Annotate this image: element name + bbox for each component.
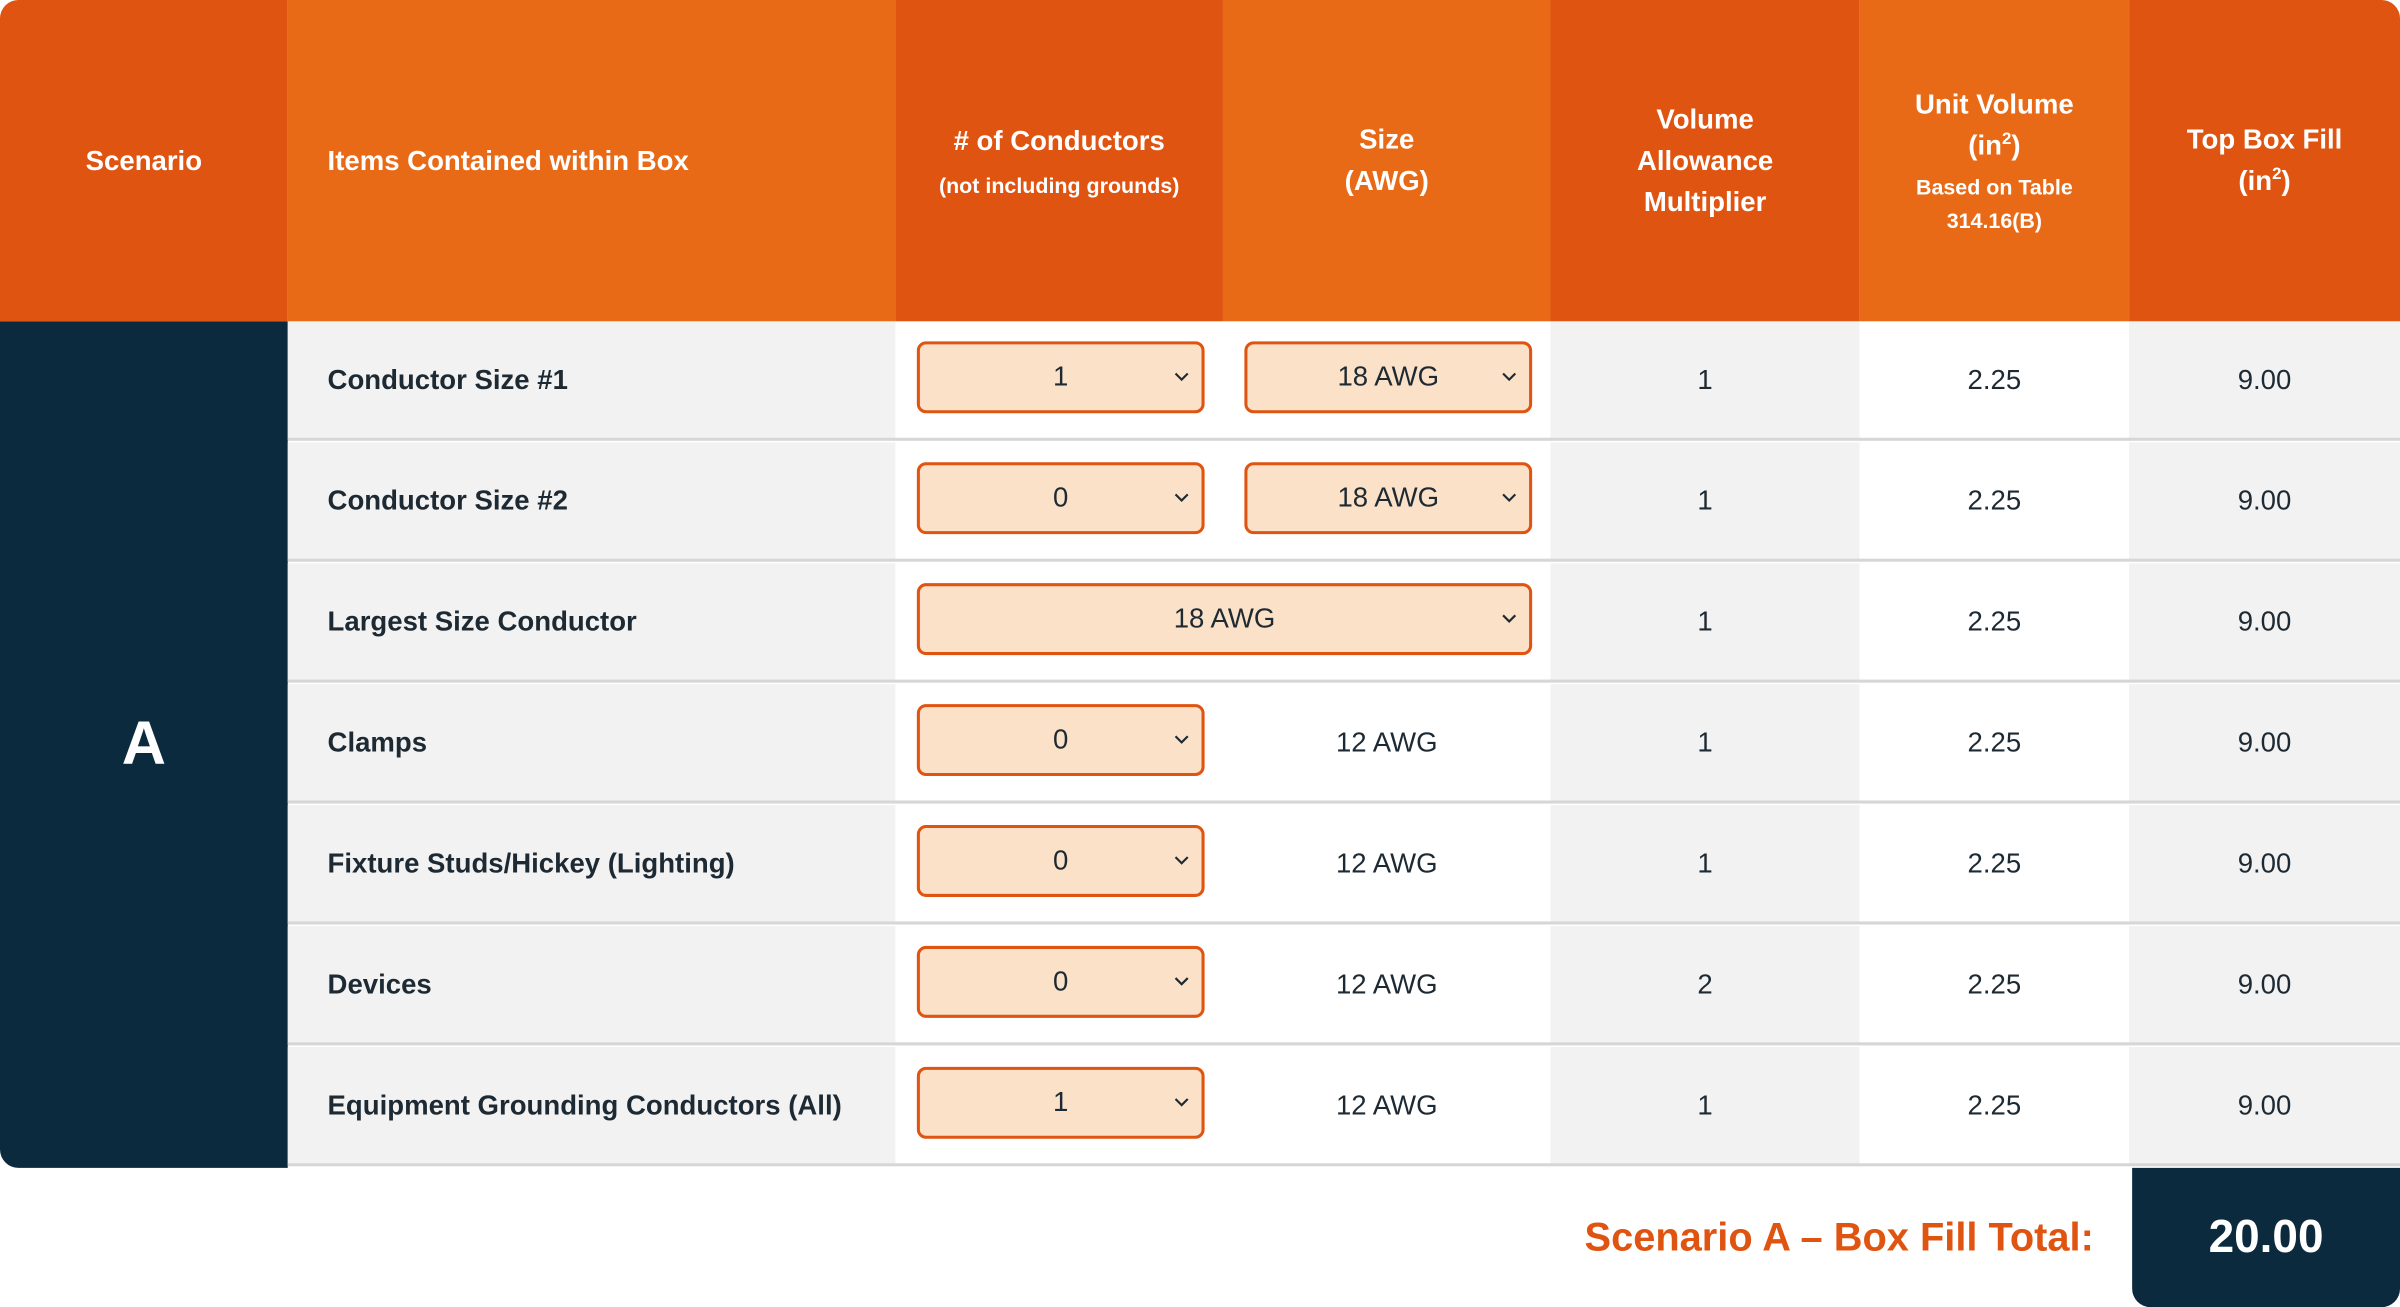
total-label: Scenario A – Box Fill Total: [1584, 1213, 2094, 1259]
chevron-down-icon [1498, 487, 1519, 508]
conductors-select[interactable]: 0 [917, 462, 1205, 534]
table-row [288, 321, 2400, 439]
multiplier-value: 1 [1551, 684, 1860, 802]
item-label: Largest Size Conductor [288, 563, 896, 681]
chevron-down-icon [1171, 849, 1192, 870]
multiplier-value: 1 [1551, 805, 1860, 923]
table-header [0, 0, 2400, 321]
total-value: 20.00 [2132, 1168, 2400, 1307]
unit-volume-units: $(in^2)$ [1968, 130, 2021, 161]
top-fill-value: 9.00 [2129, 926, 2400, 1044]
unit-volume-value: 2.25 [1860, 684, 2129, 802]
header-conductors: # of Conductors (not including grounds) [895, 0, 1223, 321]
row-divider [288, 801, 2400, 804]
chevron-down-icon [1498, 366, 1519, 387]
chevron-down-icon [1171, 729, 1192, 750]
multiplier-value: 1 [1551, 442, 1860, 560]
header-items: Items Contained within Box [288, 0, 896, 321]
table-row [288, 563, 2400, 681]
chevron-down-icon [1171, 970, 1192, 991]
table-row [288, 1047, 2400, 1165]
table-row [288, 684, 2400, 802]
chevron-down-icon [1498, 608, 1519, 629]
chevron-down-icon [1171, 1091, 1192, 1112]
header-unit-volume: Unit Volume $(in^2)$ Based on Table 314.16(B) [1860, 0, 2129, 321]
unit-volume-value: 2.25 [1860, 1047, 2129, 1165]
table-row [288, 442, 2400, 560]
item-label: Equipment Grounding Conductors (All) [288, 1047, 896, 1165]
row-divider [288, 680, 2400, 683]
unit-volume-value: 2.25 [1860, 926, 2129, 1044]
scenario-label: A [0, 321, 288, 1167]
unit-volume-value: 2.25 [1860, 563, 2129, 681]
multiplier-value: 2 [1551, 926, 1860, 1044]
chevron-down-icon [1171, 487, 1192, 508]
item-label: Devices [288, 926, 896, 1044]
multiplier-value: 1 [1551, 1047, 1860, 1165]
size-value: 12 AWG [1223, 1047, 1551, 1165]
item-label: Fixture Studs/Hickey (Lighting) [288, 805, 896, 923]
unit-volume-value: 2.25 [1860, 805, 2129, 923]
row-divider [288, 438, 2400, 441]
top-fill-value: 9.00 [2129, 563, 2400, 681]
conductors-select[interactable]: 0 [917, 825, 1205, 897]
conductors-select[interactable]: 0 [917, 946, 1205, 1018]
multiplier-value: 1 [1551, 563, 1860, 681]
multiplier-value: 1 [1551, 321, 1860, 439]
largest-size-select[interactable]: 18 AWG [917, 583, 1532, 655]
unit-volume-value: 2.25 [1860, 321, 2129, 439]
top-fill-value: 9.00 [2129, 805, 2400, 923]
table-row [288, 926, 2400, 1044]
top-fill-value: 9.00 [2129, 1047, 2400, 1165]
size-value: 12 AWG [1223, 805, 1551, 923]
conductors-select[interactable]: 1 [917, 1067, 1205, 1139]
item-label: Clamps [288, 684, 896, 802]
header-scenario: Scenario [0, 0, 288, 321]
top-fill-units: $(in^2)$ [2238, 165, 2291, 196]
item-label: Conductor Size #1 [288, 321, 896, 439]
top-fill-value: 9.00 [2129, 321, 2400, 439]
top-fill-value: 9.00 [2129, 684, 2400, 802]
size-select[interactable]: 18 AWG [1244, 462, 1532, 534]
row-divider [288, 1042, 2400, 1045]
size-value: 12 AWG [1223, 684, 1551, 802]
conductors-select[interactable]: 1 [917, 341, 1205, 413]
row-divider [288, 921, 2400, 924]
item-label: Conductor Size #2 [288, 442, 896, 560]
top-fill-value: 9.00 [2129, 442, 2400, 560]
table-row [288, 805, 2400, 923]
size-select[interactable]: 18 AWG [1244, 341, 1532, 413]
unit-volume-value: 2.25 [1860, 442, 2129, 560]
conductors-select[interactable]: 0 [917, 704, 1205, 776]
header-size: Size (AWG) [1223, 0, 1551, 321]
header-top-box-fill: Top Box Fill $(in^2)$ [2129, 0, 2400, 321]
row-divider [288, 559, 2400, 562]
row-divider [288, 1163, 2400, 1166]
header-multiplier: Volume Allowance Multiplier [1551, 0, 1860, 321]
size-value: 12 AWG [1223, 926, 1551, 1044]
chevron-down-icon [1171, 366, 1192, 387]
